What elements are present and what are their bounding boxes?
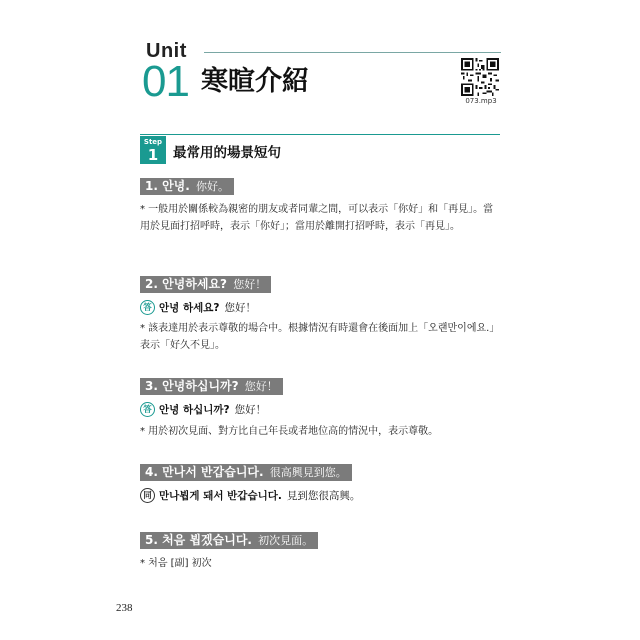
phrase-3-korean: 3. 안녕하십니까?	[145, 379, 239, 393]
step-number: 1	[147, 146, 159, 164]
step-word: Step	[143, 138, 163, 146]
phrase-3-reply-chinese: 您好！	[234, 404, 267, 416]
phrase-2-reply-chinese: 您好！	[224, 302, 256, 314]
phrase-2-chinese: 您好！	[233, 278, 267, 291]
phrase-2-reply	[140, 300, 256, 315]
phrase-1-chinese: 你好。	[196, 180, 230, 193]
phrase-3-chinese: 您好！	[244, 380, 278, 393]
phrase-4-chinese: 很高興見到您。	[269, 466, 347, 479]
phrase-3-reply-korean: 안녕 하십니까?	[159, 404, 230, 416]
phrase-4-reply-chinese: 見到您很高興。	[286, 490, 361, 502]
page-title: 寒暄介紹	[201, 66, 309, 97]
phrase-5-korean: 5. 처음 뵙겠습니다.	[145, 533, 252, 547]
unit-number: 01	[142, 57, 189, 106]
qr-code-icon[interactable]	[461, 58, 499, 96]
step-badge	[140, 136, 166, 164]
phrase-1-note: * 一般用於關係較為親密的朋友或者同輩之間，可以表示「你好」和「再見」。當用於見面打招呼時，表示「你好」；當用於離開打招呼時，表示「再見」。	[140, 204, 494, 232]
unit-divider	[204, 52, 501, 53]
phrase-2-reply-korean: 안녕 하세요?	[159, 302, 220, 314]
reply-answer-icon: 答	[140, 402, 155, 417]
phrase-4-bar	[140, 464, 352, 481]
audio-file-label: 073.mp3	[465, 97, 497, 105]
page-number: 238	[116, 602, 133, 614]
phrase-2-korean: 2. 안녕하세요?	[145, 277, 228, 291]
phrase-5-bar	[140, 532, 318, 549]
phrase-3-bar	[140, 378, 283, 395]
phrase-2-bar	[140, 276, 271, 293]
phrase-3-reply	[140, 402, 266, 417]
phrase-4-korean: 4. 만나서 반갑습니다.	[145, 465, 264, 479]
reply-answer-icon: 答	[140, 300, 155, 315]
phrase-1-bar	[140, 178, 234, 195]
phrase-4-reply	[140, 488, 360, 503]
phrase-5-chinese: 初次見面。	[258, 534, 314, 547]
phrase-3-note: * 用於初次見面、對方比自己年長或者地位高的情況中，表示尊敬。	[140, 426, 439, 437]
section-title: 最常用的場景短句	[173, 145, 281, 161]
phrase-5-note: * 처음 [副] 初次	[140, 558, 212, 569]
unit-label: Unit	[146, 40, 187, 62]
phrase-2-note: * 該表達用於表示尊敬的場合中。根據情況有時還會在後面加上「오랜만이에요.」表示「好久不見」。	[140, 323, 500, 351]
reply-same-icon: 同	[140, 488, 155, 503]
phrase-4-reply-korean: 만나뵙게 돼서 반갑습니다.	[159, 490, 282, 502]
phrase-1-korean: 1. 안녕.	[145, 179, 190, 193]
step-divider	[140, 134, 500, 135]
